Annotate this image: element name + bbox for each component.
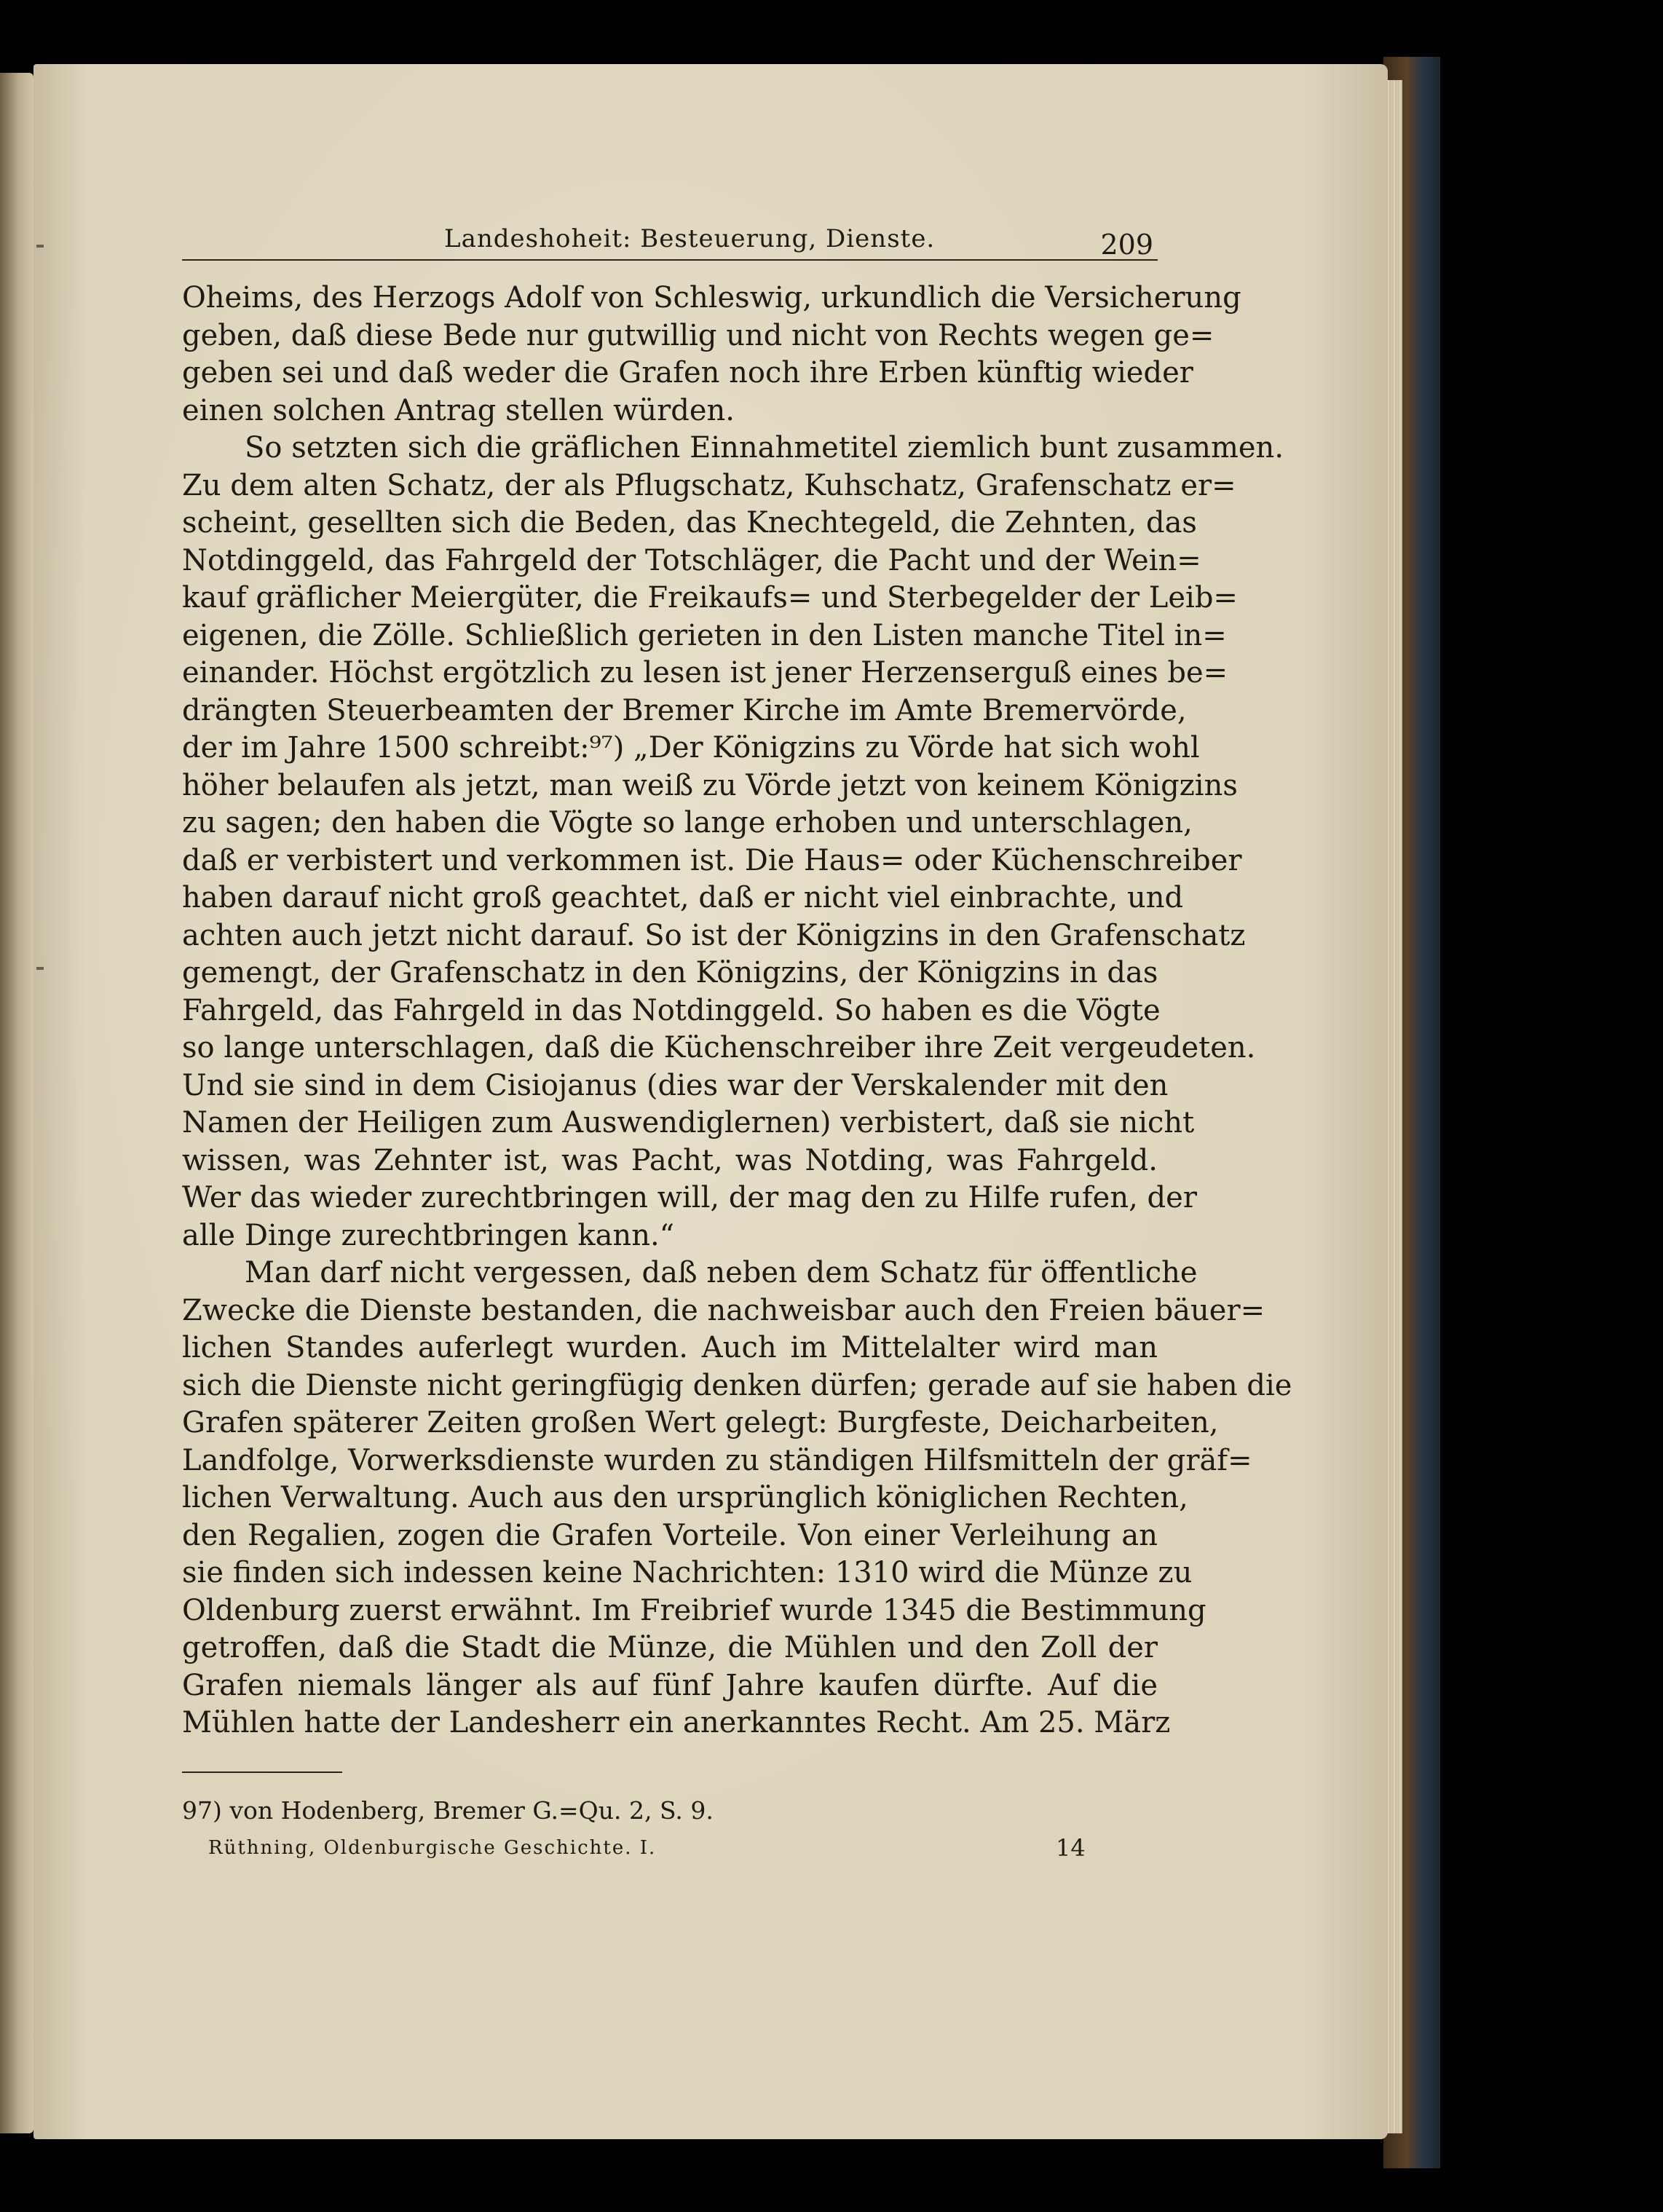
text-line: den Regalien, zogen die Grafen Vorteile. Von einer Verleihung an [182, 1518, 1158, 1552]
page-number: 209 [1100, 229, 1153, 261]
page-footer [182, 1831, 1158, 1866]
edge-mark [36, 967, 44, 970]
text-line: scheint, gesellten sich die Beden, das Knechtegeld, die Zehnten, das [182, 506, 1197, 540]
text-line: Mühlen hatte der Landesherr ein anerkanntes Recht. Am 25. März [182, 1706, 1171, 1739]
text-line: Zwecke die Dienste bestanden, die nachweisbar auch den Freien bäuer= [182, 1293, 1265, 1327]
paragraph-2 [182, 430, 1284, 1255]
footnote-marker: 97) [182, 1796, 222, 1825]
text-line: sich die Dienste nicht geringfügig denken dürfen; gerade auf sie haben die [182, 1368, 1292, 1402]
footnote-rule [182, 1771, 342, 1773]
text-line: eigenen, die Zölle. Schließlich gerieten in den Listen manche Titel in= [182, 618, 1227, 652]
footnote [182, 1796, 1158, 1825]
text-line: Oldenburg zuerst erwähnt. Im Freibrief wurde 1345 die Bestimmung [182, 1593, 1206, 1627]
text-line: Landfolge, Vorwerksdienste wurden zu ständigen Hilfsmitteln der gräf= [182, 1443, 1252, 1477]
text-line: der im Jahre 1500 schreibt:⁹⁷) „Der Königzins zu Vörde hat sich wohl [182, 731, 1200, 765]
text-line: gemengt, der Grafenschatz in den Königzins, der Königzins in das [182, 956, 1158, 990]
text-line: Grafen niemals länger als auf fünf Jahre kaufen dürfte. Auf die [182, 1668, 1158, 1702]
text-line: einen solchen Antrag stellen würden. [182, 393, 735, 427]
footnote-text: von Hodenberg, Bremer G.=Qu. 2, S. 9. [229, 1796, 714, 1825]
text-line: lichen Verwaltung. Auch aus den ursprünglich königlichen Rechten, [182, 1481, 1188, 1514]
text-line: getroffen, daß die Stadt die Münze, die Mühlen und den Zoll der [182, 1631, 1158, 1664]
page-content [182, 218, 1292, 1866]
text-line: Man darf nicht vergessen, daß neben dem Schatz für öffentliche [245, 1256, 1198, 1289]
text-line: wissen, was Zehnter ist, was Pacht, was Notding, was Fahrgeld. [182, 1143, 1158, 1177]
text-line: Oheims, des Herzogs Adolf von Schleswig, urkundlich die Versicherung [182, 281, 1241, 315]
paragraph-1 [182, 280, 1241, 430]
text-line: Zu dem alten Schatz, der als Pflugschatz, Kuhschatz, Grafenschatz er= [182, 468, 1236, 502]
text-line: Notdinggeld, das Fahrgeld der Totschläger, die Pacht und der Wein= [182, 543, 1201, 577]
text-line: lichen Standes auferlegt wurden. Auch im Mittelalter wird man [182, 1331, 1158, 1364]
text-line: Wer das wieder zurechtbringen will, der mag den zu Hilfe rufen, der [182, 1181, 1197, 1214]
text-line: achten auch jetzt nicht darauf. So ist der Königzins in den Grafenschatz [182, 918, 1246, 952]
imprint: Rüthning, Oldenburgische Geschichte. I. [208, 1836, 657, 1859]
text-line: kauf gräflicher Meiergüter, die Freikaufs= und Sterbegelder der Leib= [182, 581, 1238, 615]
text-line: haben darauf nicht groß geachtet, daß er nicht viel einbrachte, und [182, 881, 1184, 915]
text-line: sie finden sich indessen keine Nachrichten: 1310 wird die Münze zu [182, 1556, 1193, 1589]
text-line: Und sie sind in dem Cisiojanus (dies war der Verskalender mit den [182, 1068, 1169, 1102]
text-line: geben, daß diese Bede nur gutwillig und nicht von Rechts wegen ge= [182, 318, 1214, 352]
text-line: alle Dinge zurechtbringen kann.“ [182, 1218, 675, 1252]
text-line: Fahrgeld, das Fahrgeld in das Notdinggeld. So haben es die Vögte [182, 993, 1161, 1027]
running-head: Landeshoheit: Besteuerung, Dienste. [444, 224, 936, 253]
text-line: zu sagen; den haben die Vögte so lange erhoben und unterschlagen, [182, 806, 1193, 840]
page-header [182, 218, 1158, 261]
edge-mark [36, 245, 44, 248]
sheet-number: 14 [1056, 1833, 1086, 1862]
facing-page-edge [0, 73, 33, 2133]
text-line: daß er verbistert und verkommen ist. Die Haus= oder Küchenschreiber [182, 843, 1242, 877]
text-line: Namen der Heiligen zum Auswendiglernen) verbistert, daß sie nicht [182, 1106, 1195, 1139]
text-line: so lange unterschlagen, daß die Küchenschreiber ihre Zeit vergeudeten. [182, 1031, 1256, 1064]
text-line: geben sei und daß weder die Grafen noch ihre Erben künftig wieder [182, 356, 1193, 390]
text-line: So setzten sich die gräflichen Einnahmetitel ziemlich bunt zusammen. [245, 431, 1284, 465]
text-line: drängten Steuerbeamten der Bremer Kirche im Amte Bremervörde, [182, 693, 1187, 727]
paragraph-3 [182, 1255, 1292, 1742]
text-line: einander. Höchst ergötzlich zu lesen ist jener Herzenserguß eines be= [182, 656, 1228, 690]
text-line: höher belaufen als jetzt, man weiß zu Vörde jetzt von keinem Königzins [182, 768, 1238, 802]
text-line: Grafen späterer Zeiten großen Wert gelegt: Burgfeste, Deicharbeiten, [182, 1406, 1219, 1439]
